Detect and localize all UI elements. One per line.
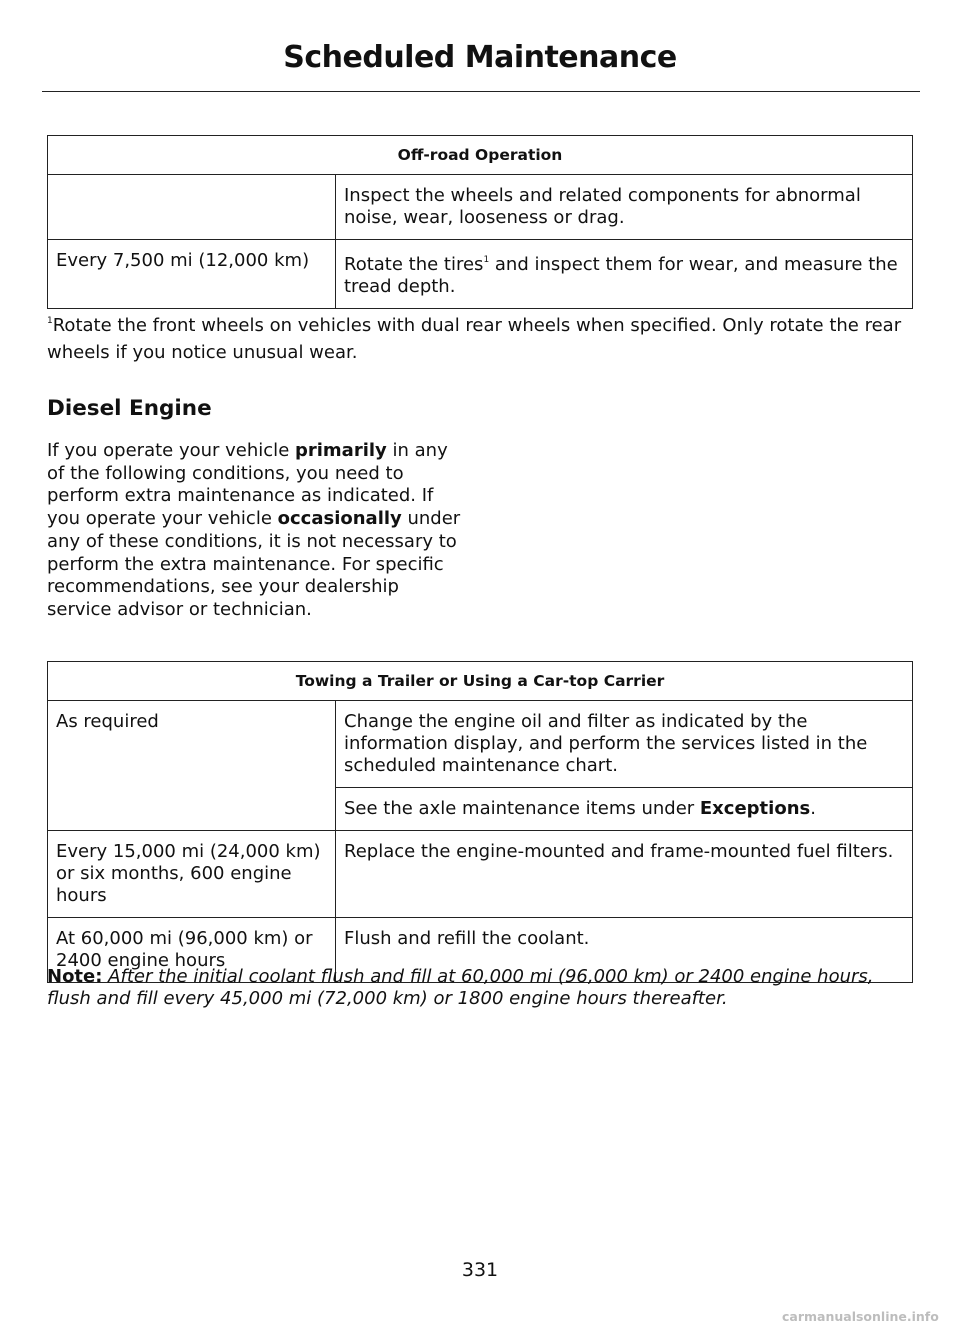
- page-number: 331: [461, 1259, 499, 1281]
- offroad-heading: Off-road Operation: [48, 136, 913, 175]
- footnote-text: Rotate the front wheels on vehicles with dual rear wheels when specified. Only rotate the rear wheels if you notice unusual wear.: [47, 315, 902, 363]
- title-divider: [42, 91, 920, 92]
- task-cell: Inspect the wheels and related components for abnormal noise, wear, looseness or drag.: [336, 175, 913, 240]
- task-text: See the axle maintenance items under: [344, 798, 700, 819]
- task-text: and inspect them for wear, and measure the tread depth.: [344, 254, 898, 297]
- paragraph-text: in any of the following conditions, you need to perform extra maintenance as indicated. If you operate your vehicle: [47, 440, 448, 530]
- emphasis-text: primarily: [294, 440, 387, 461]
- task-cell: Change the engine oil and filter as indicated by the information display, and perform the services listed in the scheduled maintenance chart.: [336, 701, 913, 788]
- task-cell: Replace the engine-mounted and frame-mounted fuel filters.: [336, 831, 913, 918]
- footnote-marker: 1: [47, 316, 53, 326]
- interval-cell: At 60,000 mi (96,000 km) or 2400 engine hours: [48, 918, 336, 983]
- table-row: [48, 701, 913, 788]
- footnote: [47, 312, 913, 366]
- footnote-marker: 1: [483, 255, 490, 265]
- watermark: carmanualsonline.info: [782, 1309, 939, 1324]
- table-header-row: [48, 136, 913, 175]
- interval-cell: As required: [48, 701, 336, 831]
- note: [47, 966, 913, 1010]
- intro-paragraph: [47, 440, 467, 622]
- interval-cell: Every 7,500 mi (12,000 km): [48, 240, 336, 309]
- task-cell: [336, 788, 913, 831]
- interval-cell: Every 15,000 mi (24,000 km) or six months, 600 engine hours: [48, 831, 336, 918]
- section-heading: Diesel Engine: [47, 396, 212, 421]
- table-row: [48, 175, 913, 240]
- towing-table: [47, 661, 913, 983]
- paragraph-text: under any of these conditions, it is not necessary to perform the extra maintenance. For specific recommendations, see your dealership service advisor or technician.: [47, 508, 461, 620]
- offroad-table: [47, 135, 913, 309]
- page-title: Scheduled Maintenance: [283, 40, 677, 75]
- emphasis-text: Exceptions: [699, 798, 811, 819]
- note-text: After the initial coolant flush and fill at 60,000 mi (96,000 km) or 2400 engine hours, flush and fill every 45,000 mi (72,000 km) or 1800 engine hours thereafter.: [47, 966, 874, 1009]
- table-row: [48, 240, 913, 309]
- task-text: .: [810, 798, 816, 819]
- table-header-row: [48, 662, 913, 701]
- task-text: Rotate the tires: [344, 254, 484, 275]
- towing-heading: Towing a Trailer or Using a Car-top Carrier: [48, 662, 913, 701]
- note-label: Note:: [47, 966, 103, 987]
- interval-cell: [48, 175, 336, 240]
- paragraph-text: If you operate your vehicle: [47, 440, 295, 461]
- task-cell: Flush and refill the coolant.: [336, 918, 913, 983]
- table-row: [48, 831, 913, 918]
- task-cell: [336, 240, 913, 309]
- emphasis-text: occasionally: [277, 508, 402, 530]
